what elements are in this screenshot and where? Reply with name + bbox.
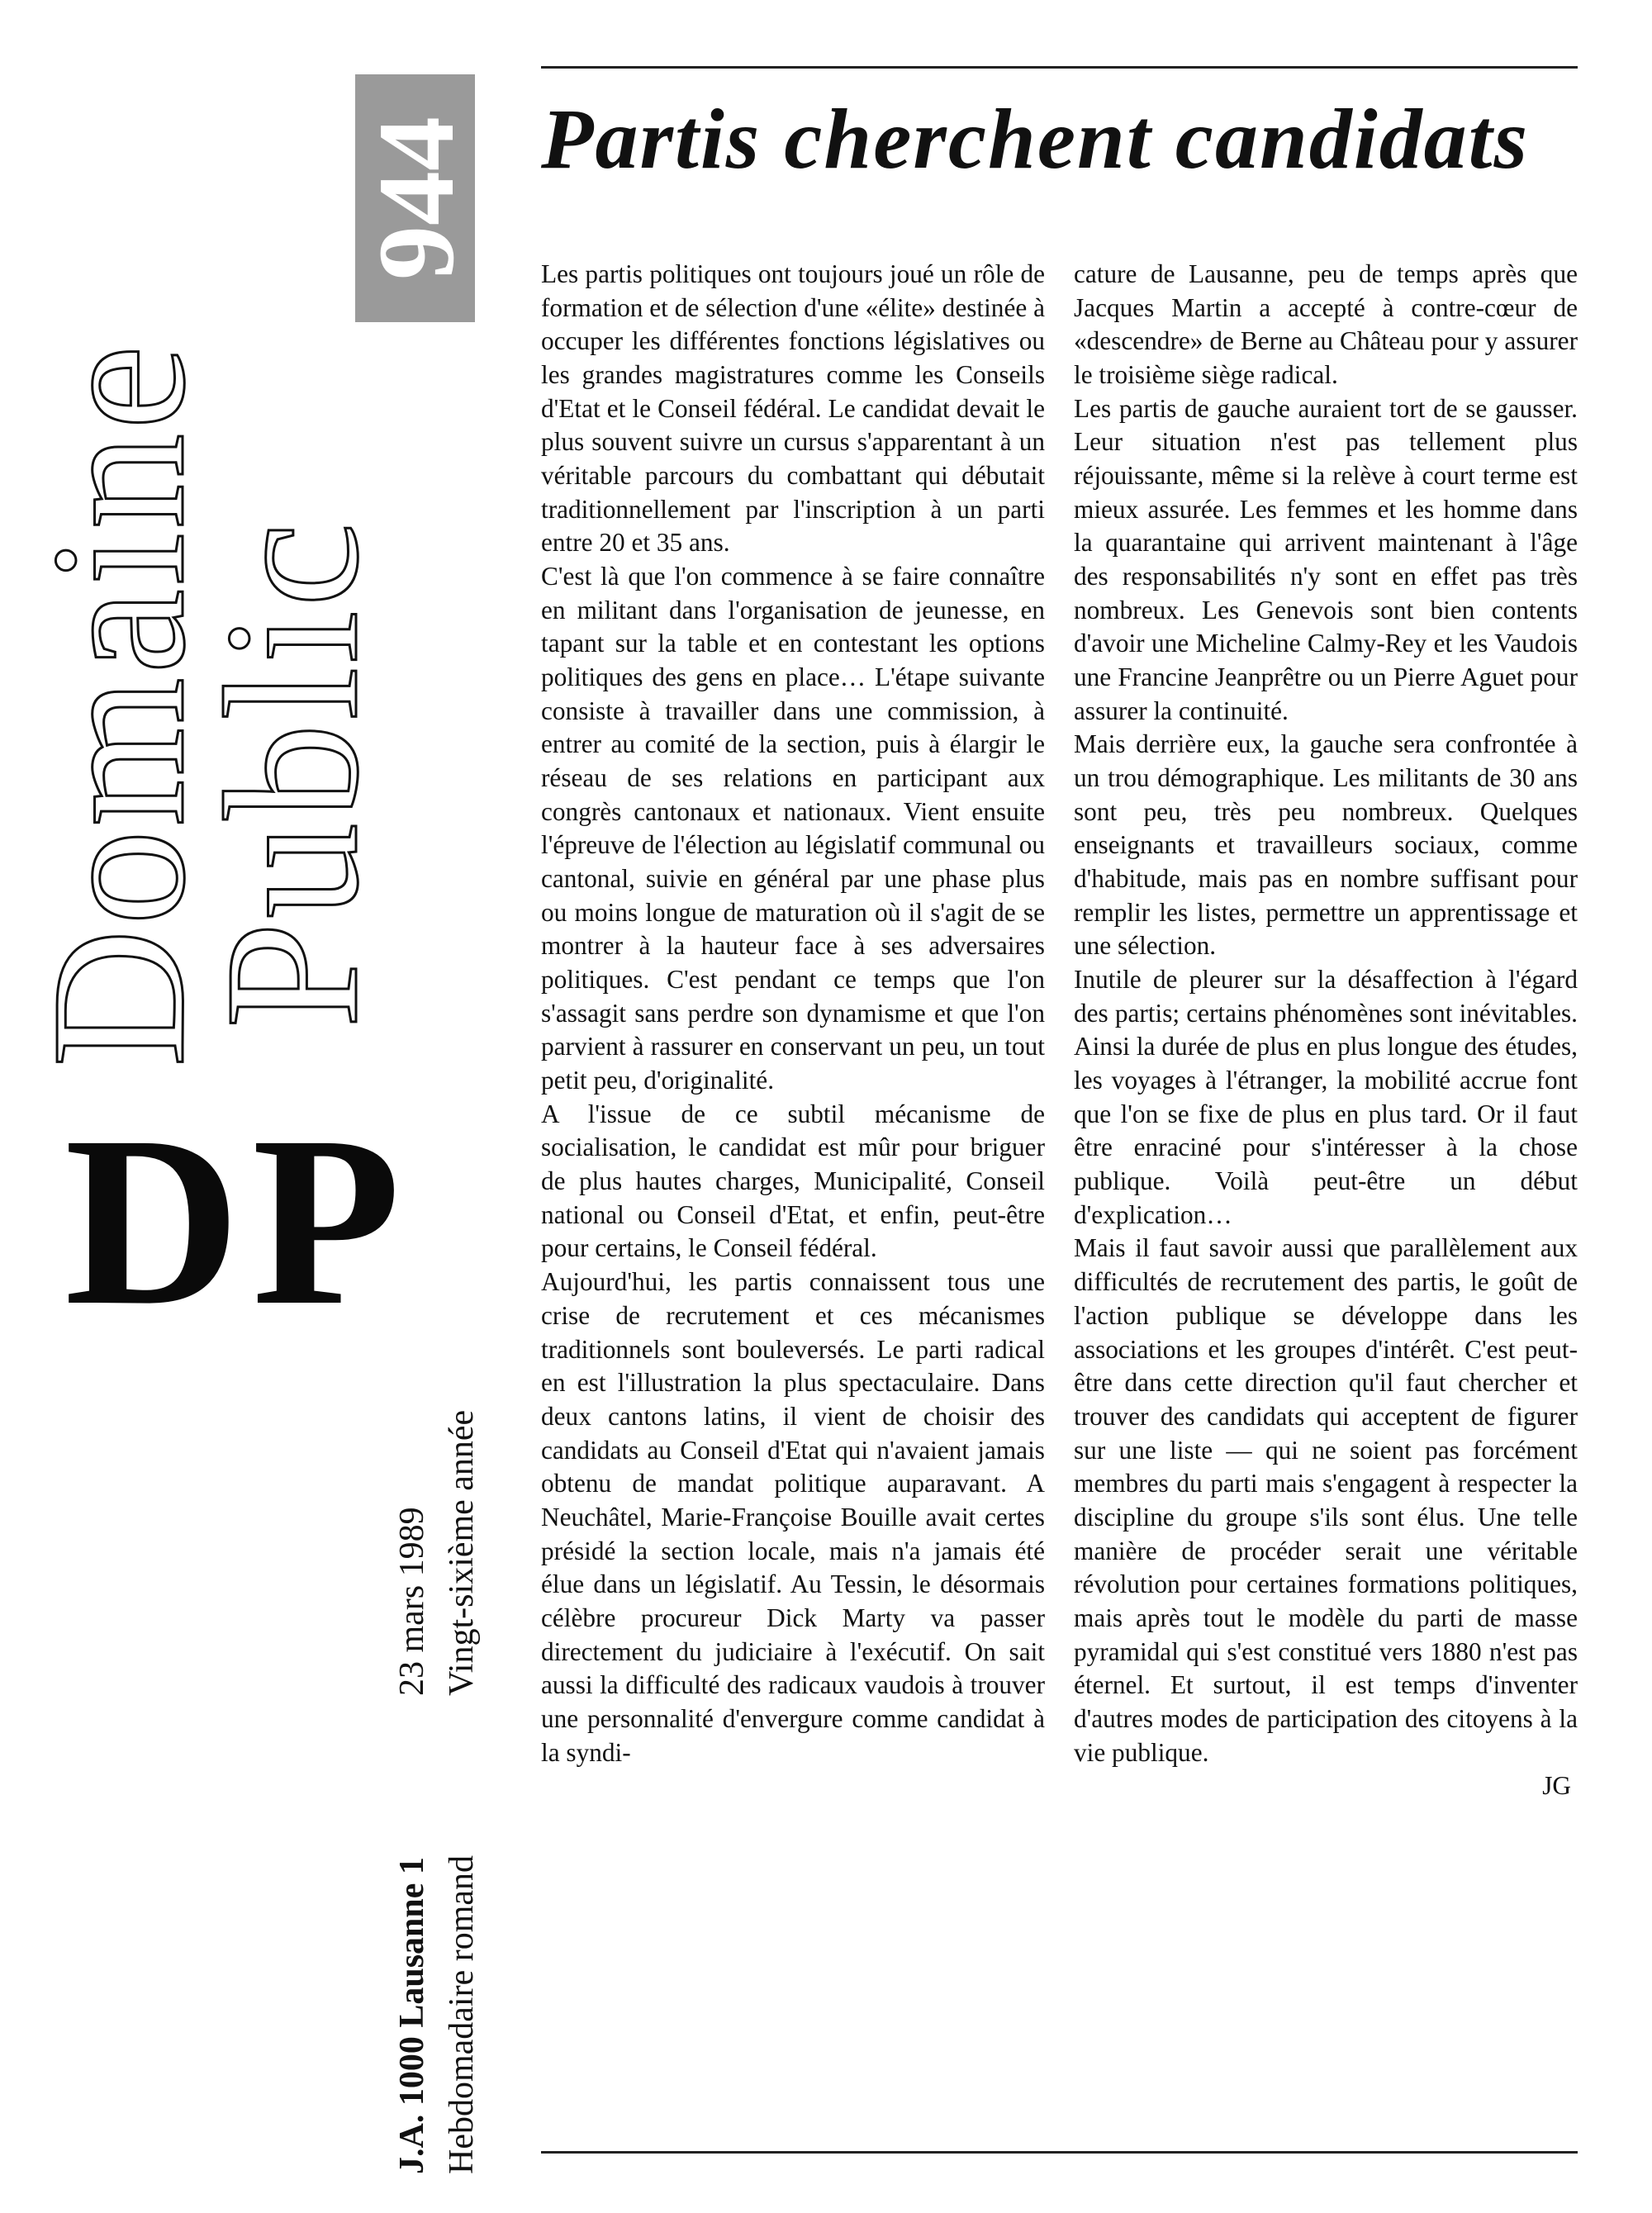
paragraph: cature de Lausanne, peu de temps après que Jacques Martin a accepté à contre-cœur de «descendre» de Berne au Château pour y assurer le troisième siège radical. bbox=[1074, 259, 1578, 390]
paragraph: Inutile de pleurer sur la désaffection à l'égard des partis; certains phénomènes sont inévitables. Ainsi la durée de plus en plus longue des études, les voyages à l'étranger, la mobilité accrue font que l'on se fixe de plus en plus tard. Or il faut être enraciné pour s'intéresser à la chose publique. Voilà peut-être un début d'explication… bbox=[1074, 965, 1578, 1229]
paragraph: A l'issue de ce subtil mécanisme de socialisation, le candidat est mûr pour briguer de plus hautes charges, Municipalité, Conseil national ou Conseil d'Etat, et enfin, peut-être pour certains, le Conseil fédéral. bbox=[541, 1099, 1045, 1263]
masthead-title-domaine: Domaine bbox=[12, 341, 225, 1067]
issue-number: 944 bbox=[355, 116, 477, 280]
publication-date: 23 mars 1989 bbox=[393, 1507, 431, 1696]
paragraph: Mais derrière eux, la gauche sera confrontée à un trou démographique. Les militants de 30 ans sont peu, très peu nombreux. Quelques enseignants et travailleurs sociaux, comme d'habitude, mais pas en nombre suffisant pour remplir les listes, permettre un apprentissage et une sélection. bbox=[1074, 729, 1578, 961]
author-signature: JG bbox=[1542, 1771, 1571, 1801]
article-column-1 bbox=[541, 258, 1045, 1769]
top-rule bbox=[541, 66, 1578, 69]
postal-line: J.A. 1000 Lausanne 1 bbox=[393, 1857, 431, 2174]
paragraph: Les partis de gauche auraient tort de se gausser. Leur situation n'est pas tellement plus réjouissante, même si la relève à court terme est mieux assurée. Les femmes et les homme dans la quarantaine qui arrivent maintenant à l'âge des responsabilités n'y sont en effet pas très nombreux. Les Genevois sont bien contents d'avoir une Micheline Calmy-Rey et les Vaudois une Francine Jeanprêtre ou un Pierre Aguet pour assurer la continuité. bbox=[1074, 393, 1578, 725]
article-title: Partis cherchent candidats bbox=[541, 92, 1530, 187]
paragraph: C'est là que l'on commence à se faire connaître en militant dans l'organisation de jeunesse, en tapant sur la table et en contestant les options politiques des gens en place… L'étape suivante consiste à travailler dans une commission, à entrer au comité de la section, puis à élargir le réseau de ses relations en participant aux congrès cantonaux et nationaux. Vient ensuite l'épreuve de l'élection au législatif communal ou cantonal, suivie en général par une phase plus ou moins longue de maturation où il s'agit de se montrer à la hauteur face à ses adversaires politiques. C'est pendant ce temps que l'on s'assagit sans perdre son dynamisme et que l'on parvient à rassurer en conservant un peu, un tout petit peu, d'originalité. bbox=[541, 562, 1045, 1095]
masthead-title-public: Public bbox=[186, 519, 398, 1028]
paragraph: Mais il faut savoir aussi que parallèlement aux difficultés de recrutement des partis, le goût de l'action publique se développe dans les associations et les groupes d'intérêt. C'est peut-être dans cette direction qu'il faut chercher et trouver des candidats qui acceptent de figurer sur une liste — qui ne soient pas forcément membres du parti mais s'engagent à respecter la discipline du groupe s'ils sont élus. Une telle manière de procéder serait une véritable révolution pour certaines formations politiques, mais après tout le modèle du parti de masse pyramidal qui s'est constitué vers 1880 n'est pas éternel. Et surtout, il est temps d'inventer d'autres modes de participation des citoyens à la vie publique. bbox=[1074, 1233, 1578, 1767]
paragraph: Aujourd'hui, les partis connaissent tous une crise de recrutement et ces mécanismes traditionnels sont bouleversés. Le parti radical en est l'illustration la plus spectaculaire. Dans deux cantons latins, il vient de choisir des candidats au Conseil d'Etat qui n'avaient jamais obtenu de mandat politique auparavant. A Neuchâtel, Marie-Françoise Bouille avait certes présidé la section locale, mais n'a jamais été élue dans un législatif. Au Tessin, le désormais célèbre procureur Dick Marty va passer directement du judiciaire à l'exécutif. On sait aussi la difficulté des radicaux vaudois à trouver une personnalité d'envergure comme candidat à la syndi- bbox=[541, 1267, 1045, 1767]
bottom-rule bbox=[541, 2151, 1578, 2154]
publication-volume: Vingt-sixième année bbox=[443, 1409, 481, 1696]
article-column-2 bbox=[1074, 258, 1578, 1803]
paragraph: Les partis politiques ont toujours joué un rôle de formation et de sélection d'une «élite» destinée à occuper les différentes fonctions législatives ou les grandes magistratures comme les Conseils d'Etat et le Conseil fédéral. Le candidat devait le plus souvent suivre un cursus s'apparentant à un véritable parcours du combattant qui débutait traditionnellement par l'inscription à un parti entre 20 et 35 ans. bbox=[541, 259, 1045, 558]
dp-logo: DP bbox=[64, 1085, 413, 1356]
publication-frequency: Hebdomadaire romand bbox=[443, 1854, 481, 2174]
